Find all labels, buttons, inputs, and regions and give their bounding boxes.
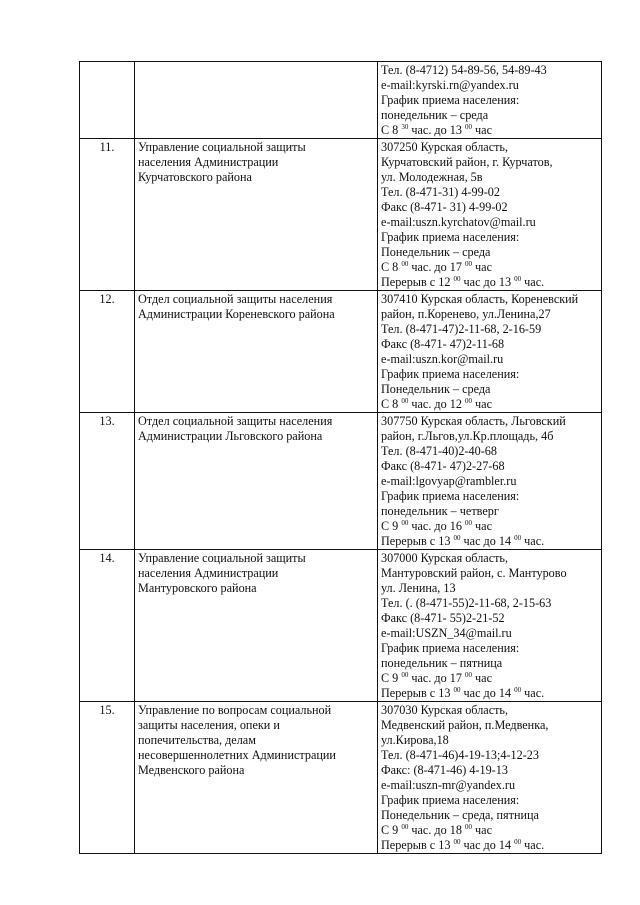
contact-info-line: [381, 63, 598, 78]
text-segment: 307410 Курская область, Кореневский: [381, 292, 579, 306]
contact-info-line: [381, 230, 598, 245]
text-segment: Мантуровский район, с. Мантурово: [381, 566, 567, 580]
contact-info-cell: [378, 291, 602, 413]
contact-info-line: [381, 367, 598, 382]
text-segment: С 9: [381, 823, 402, 837]
text-segment: Перерыв с 13: [381, 838, 454, 852]
table-row: [80, 702, 602, 854]
contact-info-line: [381, 292, 598, 307]
organization-name-line: Отдел социальной защиты населения: [138, 414, 333, 428]
text-segment: 307250 Курская область,: [381, 140, 509, 154]
text-segment: Понедельник – среда: [381, 382, 491, 396]
contact-info-line: [381, 185, 598, 200]
text-segment: ул. Молодежная, 5в: [381, 170, 483, 184]
text-segment: Факс (8-471- 55)2-21-52: [381, 611, 505, 625]
time-minutes-superscript: 00: [401, 397, 409, 405]
organization-name-cell: [135, 291, 378, 413]
contacts-table: [79, 61, 602, 854]
text-segment: С 9: [381, 519, 402, 533]
text-segment: График приема населения:: [381, 489, 520, 503]
contact-info-line: [381, 78, 598, 93]
text-segment: График приема населения:: [381, 367, 520, 381]
time-minutes-superscript: 00: [465, 397, 472, 405]
table-row: [80, 291, 602, 413]
text-segment: e-mail:USZN_34@mail.ru: [381, 626, 512, 640]
text-segment: e-mail:uszn.kor@mail.ru: [381, 352, 504, 366]
text-segment: Тел. (. (8-471-55)2-11-68, 2-15-63: [381, 596, 552, 610]
time-minutes-superscript: 00: [514, 686, 522, 694]
contact-info-line: [381, 108, 598, 123]
contact-info-line: [381, 352, 598, 367]
time-minutes-superscript: 00: [465, 671, 472, 679]
text-segment: час: [472, 260, 492, 274]
contact-info-line: [381, 459, 598, 474]
organization-name-cell: [135, 550, 378, 702]
contact-info-line: [381, 200, 598, 215]
organization-name-cell: [135, 702, 378, 854]
text-segment: Тел. (8-4712) 54-89-56, 54-89-43: [381, 63, 547, 77]
organization-name-line: несовершеннолетних Администрации: [138, 748, 336, 762]
time-minutes-superscript: 00: [514, 275, 522, 283]
text-segment: час. до 12: [408, 397, 465, 411]
contact-info-line: [381, 596, 598, 611]
organization-name-line: Управление социальной защиты: [138, 140, 306, 154]
row-number: 13.: [80, 413, 135, 550]
text-segment: понедельник – среда: [381, 108, 489, 122]
contact-info-line: [381, 245, 598, 260]
text-segment: час.: [521, 534, 545, 548]
text-segment: час: [472, 671, 492, 685]
text-segment: час: [472, 519, 492, 533]
contact-info-line: [381, 534, 598, 549]
text-segment: час.: [521, 838, 545, 852]
table-row: [80, 413, 602, 550]
time-minutes-superscript: 00: [453, 534, 461, 542]
organization-name-line: Управление социальной защиты: [138, 551, 306, 565]
organization-name-line: Управление по вопросам социальной: [138, 703, 332, 717]
contact-info-line: [381, 718, 598, 733]
contact-info-line: [381, 808, 598, 823]
text-segment: e-mail:lgovyap@rambler.ru: [381, 474, 517, 488]
contact-info-line: [381, 519, 598, 534]
contact-info-line: [381, 215, 598, 230]
organization-name-cell: [135, 413, 378, 550]
time-minutes-superscript: 30: [401, 123, 409, 131]
contact-info-line: [381, 778, 598, 793]
row-number: 14.: [80, 550, 135, 702]
text-segment: e-mail:uszn-mr@yandex.ru: [381, 778, 516, 792]
contact-info-cell: [378, 550, 602, 702]
organization-name-line: населения Администрации: [138, 155, 279, 169]
contact-info-line: [381, 307, 598, 322]
text-segment: час до 14: [460, 838, 515, 852]
text-segment: График приема населения:: [381, 93, 520, 107]
time-minutes-superscript: 00: [514, 838, 522, 846]
contact-info-line: [381, 611, 598, 626]
text-segment: Перерыв с 13: [381, 686, 454, 700]
text-segment: понедельник – пятница: [381, 656, 503, 670]
contact-info-line: [381, 763, 598, 778]
text-segment: час. до 17: [408, 671, 465, 685]
contact-info-line: [381, 504, 598, 519]
contact-info-cell: [378, 62, 602, 139]
time-minutes-superscript: 00: [465, 123, 472, 131]
text-segment: 307030 Курская область,: [381, 703, 509, 717]
contact-info-line: [381, 626, 598, 641]
contact-info-line: [381, 382, 598, 397]
text-segment: Понедельник – среда, пятница: [381, 808, 539, 822]
text-segment: час до 14: [460, 534, 515, 548]
text-segment: 307000 Курская область,: [381, 551, 509, 565]
contact-info-line: [381, 429, 598, 444]
contact-info-cell: [378, 413, 602, 550]
time-minutes-superscript: 00: [465, 823, 472, 831]
text-segment: час.: [521, 275, 545, 289]
text-segment: e-mail:uszn.kyrchatov@mail.ru: [381, 215, 536, 229]
contact-info-line: [381, 260, 598, 275]
organization-name-line: Администрации Льговского района: [138, 429, 323, 443]
text-segment: Перерыв с 13: [381, 534, 454, 548]
time-minutes-superscript: 00: [401, 260, 409, 268]
text-segment: час. до 18: [408, 823, 465, 837]
text-segment: час. до 13: [408, 123, 465, 137]
contact-info-line: [381, 581, 598, 596]
text-segment: Факс (8-471- 47)2-27-68: [381, 459, 505, 473]
row-number: 11.: [80, 139, 135, 291]
organization-name-line: Мантуровского района: [138, 581, 257, 595]
text-segment: Факс (8-471- 31) 4-99-02: [381, 200, 508, 214]
text-segment: График приема населения:: [381, 641, 520, 655]
text-segment: Тел. (8-471-31) 4-99-02: [381, 185, 500, 199]
contact-info-line: [381, 656, 598, 671]
contact-info-line: [381, 322, 598, 337]
text-segment: ул.Кирова,18: [381, 733, 449, 747]
text-segment: час: [472, 123, 492, 137]
contact-info-line: [381, 733, 598, 748]
contact-info-line: [381, 337, 598, 352]
text-segment: Факс (8-471- 47)2-11-68: [381, 337, 505, 351]
text-segment: час. до 16: [408, 519, 465, 533]
contact-info-line: [381, 748, 598, 763]
contact-info-line: [381, 275, 598, 290]
row-number: 15.: [80, 702, 135, 854]
text-segment: С 8: [381, 260, 402, 274]
text-segment: час.: [521, 686, 545, 700]
organization-name-line: Администрации Кореневского района: [138, 307, 335, 321]
text-segment: ул. Ленина, 13: [381, 581, 456, 595]
text-segment: С 8: [381, 123, 402, 137]
time-minutes-superscript: 00: [453, 275, 461, 283]
text-segment: понедельник – четверг: [381, 504, 499, 518]
row-number: [80, 62, 135, 139]
text-segment: С 8: [381, 397, 402, 411]
text-segment: 307750 Курская область, Льговский: [381, 414, 566, 428]
time-minutes-superscript: 00: [401, 671, 409, 679]
organization-name-line: Медвенского района: [138, 763, 245, 777]
time-minutes-superscript: 00: [514, 534, 522, 542]
text-segment: Тел. (8-471-40)2-40-68: [381, 444, 497, 458]
contact-info-line: [381, 93, 598, 108]
contact-info-line: [381, 551, 598, 566]
row-number: 12.: [80, 291, 135, 413]
contact-info-line: [381, 140, 598, 155]
organization-name-line: Курчатовского района: [138, 170, 252, 184]
contact-info-line: [381, 641, 598, 656]
text-segment: час: [472, 823, 492, 837]
text-segment: час до 14: [460, 686, 515, 700]
text-segment: район, г.Льгов,ул.Кр.площадь, 4б: [381, 429, 554, 443]
time-minutes-superscript: 00: [453, 838, 461, 846]
contact-info-line: [381, 444, 598, 459]
contact-info-line: [381, 566, 598, 581]
contact-info-line: [381, 686, 598, 701]
text-segment: Тел. (8-471-47)2-11-68, 2-16-59: [381, 322, 542, 336]
text-segment: час: [472, 397, 492, 411]
text-segment: час до 13: [460, 275, 515, 289]
contact-info-cell: [378, 139, 602, 291]
text-segment: час. до 17: [408, 260, 465, 274]
time-minutes-superscript: 00: [465, 519, 472, 527]
contact-info-line: [381, 793, 598, 808]
text-segment: район, п.Коренево, ул.Ленина,27: [381, 307, 551, 321]
table-row: [80, 62, 602, 139]
contact-info-line: [381, 671, 598, 686]
organization-name-line: защиты населения, опеки и: [138, 718, 280, 732]
contact-info-line: [381, 397, 598, 412]
text-segment: График приема населения:: [381, 793, 520, 807]
text-segment: Перерыв с 12: [381, 275, 454, 289]
time-minutes-superscript: 00: [401, 519, 409, 527]
contact-info-line: [381, 123, 598, 138]
contact-info-line: [381, 823, 598, 838]
organization-name-cell: [135, 62, 378, 139]
text-segment: С 9: [381, 671, 402, 685]
text-segment: Понедельник – среда: [381, 245, 491, 259]
contact-info-line: [381, 838, 598, 853]
text-segment: Курчатовский район, г. Курчатов,: [381, 155, 553, 169]
contact-info-cell: [378, 702, 602, 854]
organization-name-line: Отдел социальной защиты населения: [138, 292, 333, 306]
time-minutes-superscript: 00: [401, 823, 409, 831]
contact-info-line: [381, 170, 598, 185]
text-segment: Факс: (8-471-46) 4-19-13: [381, 763, 508, 777]
time-minutes-superscript: 00: [465, 260, 472, 268]
organization-name-line: попечительства, делам: [138, 733, 256, 747]
contact-info-line: [381, 474, 598, 489]
table-row: [80, 550, 602, 702]
contact-info-line: [381, 489, 598, 504]
text-segment: Медвенский район, п.Медвенка,: [381, 718, 549, 732]
text-segment: Тел. (8-471-46)4-19-13;4-12-23: [381, 748, 539, 762]
organization-name-cell: [135, 139, 378, 291]
text-segment: e-mail:kyrski.rn@yandex.ru: [381, 78, 519, 92]
organization-name-line: населения Администрации: [138, 566, 279, 580]
table-row: [80, 139, 602, 291]
contact-info-line: [381, 155, 598, 170]
text-segment: График приема населения:: [381, 230, 520, 244]
contact-info-line: [381, 414, 598, 429]
time-minutes-superscript: 00: [453, 686, 461, 694]
contact-info-line: [381, 703, 598, 718]
